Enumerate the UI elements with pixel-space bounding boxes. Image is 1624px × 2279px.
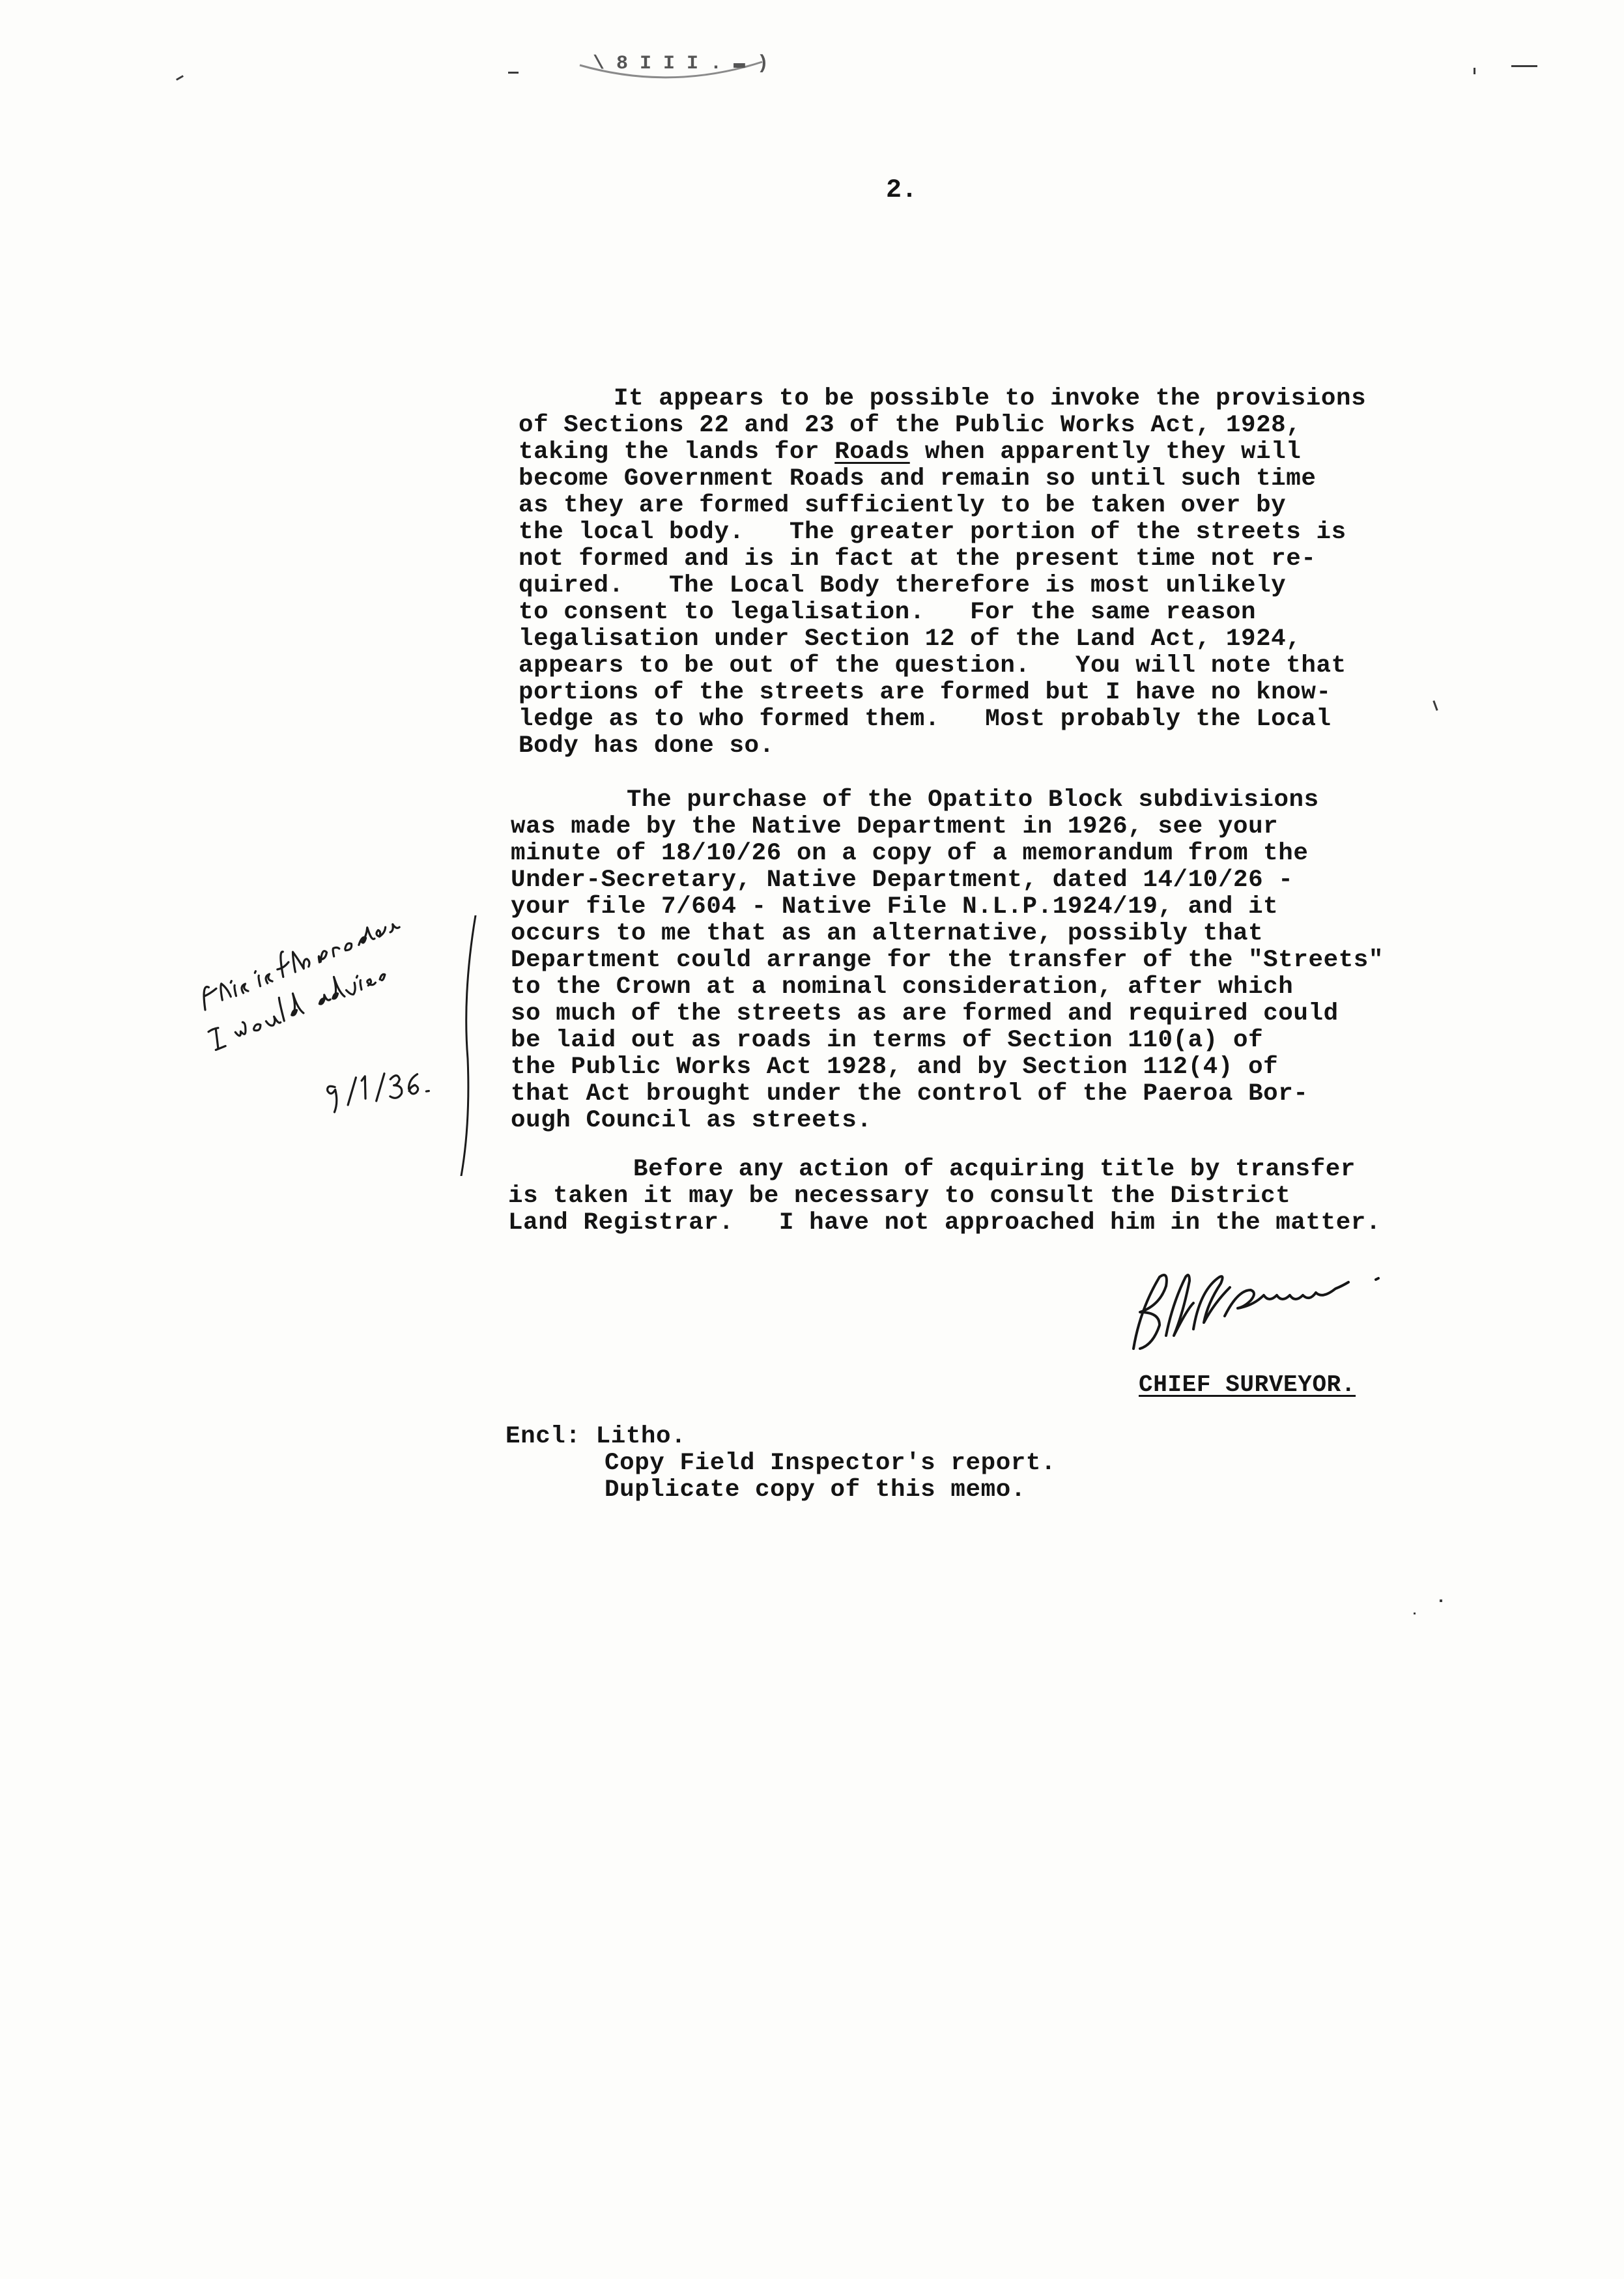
handwritten-signature — [1114, 1251, 1466, 1368]
scan-speck — [176, 75, 184, 81]
svg-text:\ 8 I I I . ▬ ): \ 8 I I I . ▬ ) — [593, 53, 769, 75]
p2-line-8: to the Crown at a nominal consideration, after which — [511, 973, 1294, 1001]
margin-bracket — [456, 915, 482, 1176]
p1-line-7: not formed and is in fact at the present time not re- — [519, 545, 1317, 573]
p1-line-1: It appears to be possible to invoke the provisions — [614, 385, 1367, 412]
p1-line-2: of Sections 22 and 23 of the Public Works Act, 1928, — [519, 412, 1302, 439]
scan-speck — [1511, 65, 1537, 67]
p1-line-5: as they are formed sufficiently to be taken over by — [519, 492, 1287, 519]
p2-line-11: the Public Works Act 1928, and by Section 112(4) of — [511, 1054, 1279, 1081]
enclosure-label: Encl: Litho. — [506, 1423, 687, 1450]
p3-line-2: is taken it may be necessary to consult the District — [508, 1182, 1291, 1210]
scan-speck — [1474, 68, 1475, 74]
scan-speck — [1440, 1599, 1442, 1602]
p1-line-12: portions of the streets are formed but I have no know- — [519, 679, 1332, 706]
scan-speck — [508, 72, 519, 74]
p1-line-4: become Government Roads and remain so until such time — [519, 465, 1317, 493]
p1-line-9: to consent to legalisation. For the same reason — [519, 599, 1257, 626]
p2-line-3: minute of 18/10/26 on a copy of a memorandum from the — [511, 840, 1309, 867]
enclosure-item-1: Copy Field Inspector's report. — [605, 1450, 1057, 1477]
p2-line-4: Under-Secretary, Native Department, dated 14/10/26 - — [511, 867, 1294, 894]
p1-line-3 — [519, 439, 1301, 465]
p1-line-10: legalisation under Section 12 of the Land Act, 1924, — [519, 625, 1302, 653]
enclosure-item-2: Duplicate copy of this memo. — [605, 1476, 1026, 1504]
p2-line-5: your file 7/604 - Native File N.L.P.1924/19, and it — [511, 893, 1279, 921]
scan-speck — [1432, 700, 1438, 711]
p1-line-13: ledge as to who formed them. Most probably the Local — [519, 706, 1332, 733]
p2-line-2: was made by the Native Department in 1926, see your — [511, 813, 1279, 840]
p1-line-3-a: taking the lands for — [519, 438, 835, 466]
p1-line-11: appears to be out of the question. You will note that — [519, 652, 1346, 680]
p2-line-9: so much of the streets as are formed and required could — [511, 1000, 1339, 1027]
page-number: 2. — [886, 176, 918, 205]
roads-underlined: Roads — [834, 438, 910, 466]
p2-line-12: that Act brought under the control of the Paeroa Bor- — [511, 1080, 1309, 1108]
p3-line-1: Before any action of acquiring title by transfer — [633, 1156, 1356, 1183]
p2-line-7: Department could arrange for the transfer of the "Streets" — [511, 947, 1384, 974]
p2-line-10: be laid out as roads in terms of Section 110(a) of — [511, 1027, 1264, 1054]
p2-line-13: ough Council as streets. — [511, 1107, 872, 1134]
signature-title: CHIEF SURVEYOR. — [1139, 1371, 1356, 1398]
p3-line-3: Land Registrar. I have not approached him in the matter. — [508, 1209, 1382, 1237]
p2-line-1: The purchase of the Opatito Block subdivisions — [627, 786, 1319, 814]
handwritten-margin-note — [192, 912, 492, 1134]
p2-line-6: occurs to me that as an alternative, possibly that — [511, 920, 1264, 947]
filing-stamp — [573, 46, 769, 91]
scan-speck — [1414, 1612, 1416, 1614]
p1-line-8: quired. The Local Body therefore is most unlikely — [519, 572, 1287, 599]
p1-line-6: the local body. The greater portion of the streets is — [519, 519, 1346, 546]
p1-line-14: Body has done so. — [519, 732, 775, 760]
p1-line-3-b: when apparently they will — [909, 438, 1302, 466]
